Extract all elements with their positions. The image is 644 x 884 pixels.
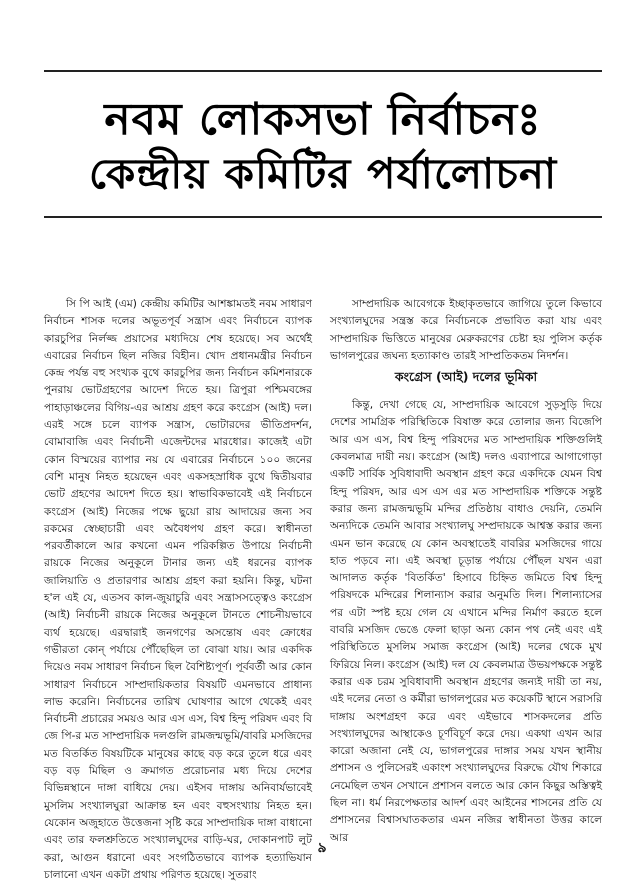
article-title-line-1: নবম লোকসভা নির্বাচনঃ	[104, 94, 542, 145]
left-column-paragraph: সি পি আই (এম) কেন্দ্রীয় কমিটির আশঙ্কামতই নবম সাধারণ নির্বাচন শাসক দলের অভূতপূর্ব সন্ত্রাস এবং নির্বাচনে ব্যাপক কারচুপির নির্লজ্জ প্রয়াসের মধ্যদিয়ে শেষ হয়েছে। সব অর্থেই এবারের নির্বাচন ছিল নজির বিহীন। খোদ প্রধানমন্ত্রীর নির্বাচন কেন্দ্র পর্যন্ত বহু সংখ্যক বুথে কারচুপির জন্য নির্বাচন কমিশনারকে পুনরায় ভোটগ্রহণের আদেশ দিতে হয়। ত্রিপুরা পশ্চিমবঙ্গের পাহাড়াঞ্চলের বিগিয়-এর আশ্রয় গ্রহণ করে কংগ্রেস (আই) দল। এরই সঙ্গে চলে ব্যাপক সন্ত্রাস, ভোটারদের ভীতিপ্রদর্শন, বোমাবাজি এবং নির্বাচনী এজেন্টদের মারধোর। কাজেই এটা কোন বিস্ময়ের ব্যাপার নয় যে এবারের নির্বাচনে ১০০ জনের বেশি মানুষ নিহত হয়েছেন এবং একসহস্রাধিক বুথে দ্বিতীয়বার ভোট গ্রহণের আদেশ দিতে হয়। স্বাভাবিকভাবেই এই নির্বাচনে কংগ্রেস (আই) নিজের পক্ষে ছুয়ো রায় আদায়ের জন্য সব রকমের স্বেচ্ছাচারী এবং অবৈধপথ গ্রহণ করে। স্বাধীনতা পরবর্তীকালে আর কখনো এমন পরিকল্পিত উপায়ে নির্বাচনী রায়কে নিজের অনুকূলে টানার জন্য এই ধরনের ব্যাপক জালিয়াতি ও প্রতারণার আশ্রয় গ্রহণ করা হয়নি। কিন্তু, ঘটনা হ'ল এই যে, এতসব কাল-জুয়াচুরি এবং সন্ত্রাসসত্ত্বেও কংগ্রেস (আই) নির্বাচনী রায়কে নিজের অনুকূলে টানতে শোচনীয়ভাবে ব্যর্থ হয়েছে। এরদ্বারাই জনগণের অসন্তোষ এবং ক্রোধের গভীরতা কোন্ পর্যায়ে পৌঁছেছিল তা বোঝা যায়। আর একদিক দিয়েও নবম সাধারণ নির্বাচন ছিল বৈশিষ্ট্যপূর্ণ। পূর্ববর্তী আর কোন সাধারণ নির্বাচনে সাম্প্রদায়িকতার বিষয়টি এমনভাবে প্রাধান্য লাভ করেনি। নির্বাচনের তারিখ ঘোষণার আগে থেকেই এবং নির্বাচনী প্রচারের সময়ও আর এস এস, বিশ্ব হিন্দু পরিষদ এবং বি জে পি-র মত সাম্প্রদায়িক দলগুলি রামজন্মভূমি/বাবরি মসজিদের মত বিতর্কিত বিষয়টিকে মানুষের কাছে বড় করে তুলে ধরে এবং বড় বড় মিছিল ও ক্রমাগত প্ররোচনার মধ্য দিয়ে দেশের বিভিন্নস্থানে দাঙ্গা বাধিয়ে দেয়। এইসব দাঙ্গায় অনিবার্যভাবেই মুসলিম সংখ্যালঘুরা আক্রান্ত হন এবং বহুসংখ্যায় নিহত হন। যেকোন অজুহাতে উত্তেজনা সৃষ্টি করে সাম্প্রদায়িক দাঙ্গা বাধানো এবং তার ফলশ্রুতিতে সংখ্যালঘুদের বাড়ি-ঘর, দোকানপাট লুট করা, আগুন ধরানো এবং সংগঠিতভাবে ব্যাপক হত্যাভিযান চালানো এখন একটা প্রথায় পরিণত হয়েছে। সুতরাং	[44, 298, 312, 881]
article-title-line-2: কেন্দ্রীয় কমিটির পর্যালোচনা	[88, 149, 558, 198]
left-column	[44, 296, 312, 881]
right-column	[330, 296, 602, 844]
right-column-paragraph-2: কিন্তু, দেখা গেছে যে, সাম্প্রদায়িক আবেগে সুড়সুড়ি দিয়ে দেশের সামগ্রিক পরিস্থিতিকে বিষাক্ত করে তোলার জন্য বিজেপি আর এস এস, বিশ্ব হিন্দু পরিষদের মত সাম্প্রদায়িক শক্তিগুলিই কেবলমাত্র দায়ী নয়। কংগ্রেস (আই) দলও এব্যাপারে আগাগোড়া একটি সার্বিক সুবিধাবাদী অবস্থান গ্রহণ করে একদিকে যেমন বিশ্ব হিন্দু পরিষদ, আর এস এস এর মত সাম্প্রদায়িক শক্তিকে সন্তুষ্ট করার জন্য রামজন্মভূমি মন্দির প্রতিষ্ঠায় বাধাও দেয়নি, তেমনি অন্যদিকে তেমনি আবার সংখ্যালঘু সম্প্রদায়কে আশ্বস্ত করার জন্য এমন ভান করেছে যে কোন অবস্থাতেই বাবরির মসজিদের গায়ে হাত পড়বে না। এই অবস্থা চূড়ান্ত পর্যায়ে পৌঁছল যখন এরা আদালত কর্তৃক 'বিতর্কিত' হিসাবে চিহ্নিত জমিতে বিশ্ব হিন্দু পরিষদকে মন্দিরের শিলান্যাস করার অনুমতি দিল। শিলান্যাসের পর এটা স্পষ্ট হয়ে গেল যে এখানে মন্দির নির্মাণ করতে হলে বাবরি মসজিদ ভেঙে ফেলা ছাড়া অন্য কোন পথ নেই এবং এই পরিস্থিতিতে মুসলিম সমাজ কংগ্রেস (আই) দলের থেকে মুখ ফিরিয়ে নিল। কংগ্রেস (আই) দল যে কেবলমাত্র উভয়পক্ষকে সন্তুষ্ট করার এক চরম সুবিধাবাদী অবস্থান গ্রহণের জন্যই দায়ী তা নয়, এই দলের নেতা ও কর্মীরা ভাগলপুরের মত কয়েকটি স্থানে সরাসরি দাঙ্গায় অংশগ্রহণ করে এবং এইভাবে শাসকদলের প্রতি সংখ্যালঘুদের আস্থাকেও চূর্ণবিচূর্ণ করে দেয়। একথা এখন আর কারো অজানা নেই যে, ভাগলপুরের দাঙ্গার সময় যখন স্থানীয় প্রশাসন ও পুলিসেরই একাংশ সংখ্যালঘুদের বিরুদ্ধে যৌথ শিকারে নেমেছিল তখন সেখানে প্রশাসন বলতে আর কোন কিছুর অস্তিত্বই ছিল না। ধর্ম নিরপেক্ষতার আদর্শ এবং আইনের শাসনের প্রতি যে প্রশাসনের বিশ্বাসঘাতকতার এমন নজির স্বাধীনতা উত্তর কালে আর	[330, 399, 602, 844]
section-subheading: কংগ্রেস (আই) দলের ভূমিকা	[394, 369, 538, 385]
right-column-paragraph-1: সাম্প্রদায়িক আবেগকে ইচ্ছাকৃতভাবে জাগিয়ে তুলে কিভাবে সংখ্যালঘুদের সন্ত্রস্ত করে নির্বাচনকে প্রভাবিত করা যায় এবং সাম্প্রদায়িক ভিত্তিতে মানুষের মেরুকরণের চেষ্টা হয় পুলিস কর্তৃক ভাগলপুরের জঘন্য হত্যাকাণ্ড তারই সাম্প্রতিকতম নিদর্শন।	[330, 298, 602, 362]
top-rule	[44, 70, 602, 72]
page-number: ৯	[317, 840, 327, 856]
bottom-rule	[44, 216, 602, 218]
